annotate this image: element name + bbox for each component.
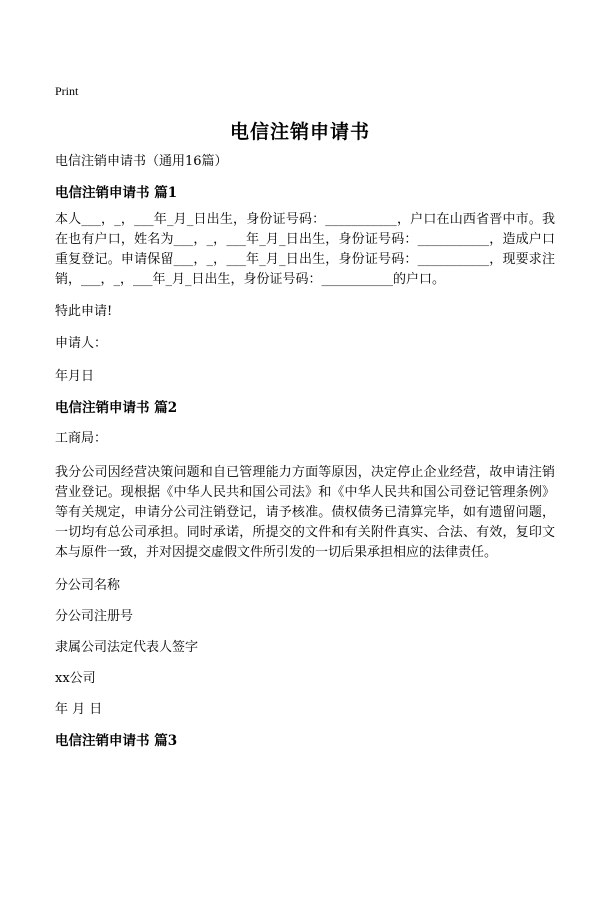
section-2-representative-signature: 隶属公司法定代表人签字 <box>55 640 199 655</box>
section-heading-2: 电信注销申请书 篇2 <box>55 400 178 416</box>
section-2-addressee: 工商局： <box>55 431 108 446</box>
section-2-branch-name: 分公司名称 <box>55 578 121 593</box>
section-heading-3: 电信注销申请书 篇3 <box>55 733 178 749</box>
section-2-company: xx公司 <box>55 671 96 686</box>
document-title: 电信注销申请书 <box>229 121 370 143</box>
section-1-date: 年月日 <box>55 369 95 384</box>
document-body <box>55 152 555 751</box>
section-heading-1: 电信注销申请书 篇1 <box>55 185 178 201</box>
section-2-branch-registration: 分公司注册号 <box>55 609 134 624</box>
section-1-paragraph-1: 本人___，_，___年_月_日出生，身份证号码：___________，户口在山西省晋中市。我在也有户口，姓名为___，_，___年_月_日出生，身份证号码：___________，造成户口重复登记。申请保留___，_，___年_月_日出生，身份证号码：___________，现要求注销，___，_，___年_月_日出生，身份证号码：___________的户口。 <box>55 212 555 287</box>
document-subtitle: 电信注销申请书（通用16篇） <box>55 154 228 169</box>
section-1-applicant: 申请人： <box>55 336 108 351</box>
section-2-body: 我分公司因经营决策问题和自已管理能力方面等原因，决定停止企业经营，故申请注销营业登记。现根据《中华人民共和国公司法》和《中华人民共和国公司登记管理条例》等有关规定，申请分公司注销登记，请予核准。债权债务已清算完毕，如有遗留问题，一切均有总公司承担。同时承诺，所提交的文件和有关附件真实、合法、有效，复印文本与原件一致，并对因提交虚假文件所引发的一切后果承担相应的法律责任。 <box>55 465 555 560</box>
section-2-date: 年 月 日 <box>55 702 103 717</box>
print-label: Print <box>55 84 79 98</box>
section-1-closing: 特此申请! <box>55 304 113 319</box>
